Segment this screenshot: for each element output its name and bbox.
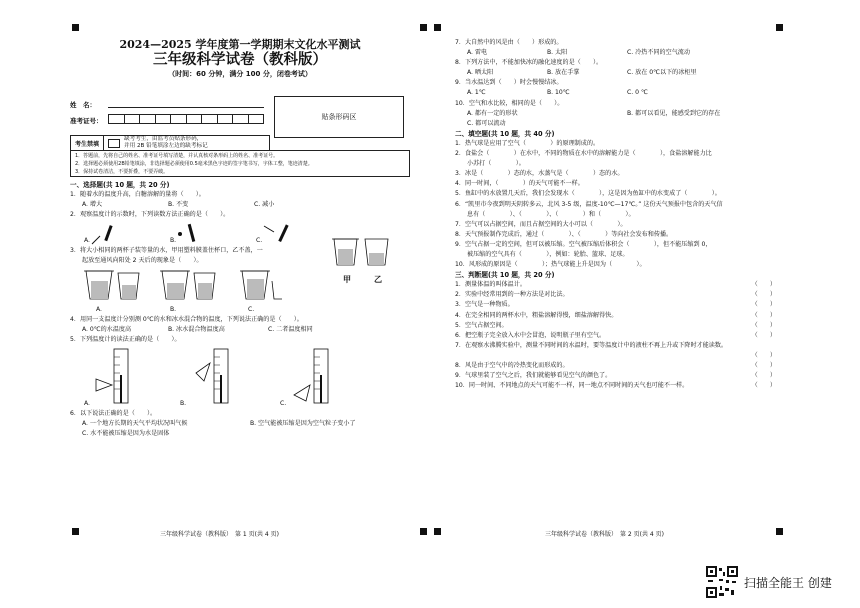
section-1-heading: 一、选择题(共 10 题，共 20 分)	[70, 181, 170, 189]
option-a: A. 一个地方长期的天气平均状况叫气候	[82, 419, 188, 427]
answer-paren[interactable]: （ ）	[751, 382, 776, 390]
scanner-watermark	[706, 566, 832, 598]
absent-instructions	[124, 136, 208, 150]
question-5-figures	[70, 345, 410, 409]
corner-mark	[434, 528, 441, 535]
fill-4: 4．同一时间，（ ）的天气可能不一样。	[455, 180, 584, 188]
option-b: B.	[170, 305, 177, 313]
exam-time-info: （时间：60 分钟，满分 100 分，闭卷考试）	[168, 70, 312, 78]
fill-2: 2．食盐会（ ）在水中，不同的物质在水中的溶解能力是（ ），食盐溶解能力比	[455, 150, 712, 158]
judge-4-text: 4．在完全相同的两杯水中，粗盐溶解得慢，细盐溶解得快。	[455, 311, 618, 319]
exam-title: 2024—2025 学年度第一学期期末文化水平测试	[119, 38, 361, 51]
option-b: B. 10℃	[547, 89, 570, 97]
fill-6-continued: 息有（ ）、（ ）、（ ）和（ ）。	[467, 210, 635, 218]
fill-9-continued: 被压缩的空气具有（ ），例如：轮胎、篮球、足球。	[467, 250, 629, 258]
option-a: A. 0℃的水温度高	[82, 325, 132, 333]
notice-2: 2．选择题必须使用2B铅笔填涂，非选择题必须使用0.5毫米黑色字迹的签字笔书写，字体工整，笔迹清楚。	[75, 161, 313, 167]
page-2-footer: 三年级科学试卷（教科版） 第 2 页(共 4 页)	[545, 531, 664, 538]
question-10: 10．空气和水比较，相同的是（ ）。	[455, 99, 564, 107]
corner-mark	[420, 528, 427, 535]
thermometer-scale-icons	[84, 345, 364, 405]
option-b: B.	[170, 237, 177, 245]
question-6: 6．以下说法正确的是（ ）。	[70, 409, 157, 417]
fill-5: 5．鱼缸中的水放置几天后，我们会发现水（ ），这是因为鱼缸中的水变成了（ ）。	[455, 190, 721, 198]
answer-paren[interactable]: （ ）	[751, 331, 776, 339]
answer-paren[interactable]: （ ）	[751, 291, 776, 299]
corner-mark	[72, 24, 79, 31]
option-a: A.	[84, 399, 90, 407]
option-b: B.	[180, 399, 187, 407]
fill-10: 10．风形成的原因是（ ）；热气球能上升是因为（ ）。	[455, 261, 646, 269]
question-5: 5．下列温度计的读法正确的是（ ）。	[70, 335, 181, 343]
option-c: C. 都可以流动	[467, 119, 506, 127]
fill-3: 3．冰是（ ）态的水，水蒸气是（ ）态的水。	[455, 170, 624, 178]
absent-text-1: 缺考考生，由监考员贴条形码，	[124, 136, 203, 142]
option-c: C.	[280, 399, 287, 407]
judge-10	[455, 381, 790, 391]
notice-box	[70, 150, 410, 177]
option-a: A.	[84, 237, 90, 245]
corner-mark	[776, 24, 783, 31]
option-c: C. 二者温度相同	[268, 325, 313, 333]
answer-paren[interactable]: （ ）	[751, 372, 776, 379]
option-b: B. 太阳	[547, 49, 568, 57]
option-c: C.	[256, 237, 263, 245]
judge-4	[455, 311, 790, 321]
option-c: C. 放在 0℃以下的冰柜里	[627, 69, 697, 77]
option-a: A. 晒太阳	[467, 69, 494, 77]
fill-1: 1．热气球是应用了空气（ ）的原理制成的。	[455, 139, 600, 147]
question-4-options	[70, 325, 410, 335]
option-a: A.	[96, 305, 102, 313]
option-a: A. 增大	[82, 201, 103, 209]
answer-paren[interactable]: （ ）	[751, 351, 776, 359]
judge-8	[455, 361, 790, 371]
corner-mark	[72, 528, 79, 535]
answer-paren[interactable]: （ ）	[751, 361, 776, 369]
question-3-continued: 起放至通风向阳处 2 天后的现象是（ ）。	[82, 257, 203, 265]
fill-8: 8．天气预报制作完成后，通过（ ）、（ ）等向社会发布和传播。	[455, 230, 673, 238]
judge-2-text: 2．实验中经常用到的一种方法是对比法。	[455, 291, 569, 299]
question-4: 4．用同一支温度计分别测 0℃的水和冰水混合物的温度，下列说法正确的是（ ）。	[70, 315, 303, 323]
section-2-heading: 二、填空题(共 10 题，共 40 分)	[455, 129, 555, 138]
question-8: 8．下列方法中，不能加快冰的融化速度的是（ ）。	[455, 59, 603, 67]
thermometer-reading-a-icon	[90, 222, 130, 246]
qr-code-icon	[706, 566, 738, 598]
question-3-figures	[70, 267, 410, 315]
option-b-figure	[170, 236, 256, 246]
answer-paren[interactable]: （ ）	[751, 311, 776, 319]
corner-mark	[434, 24, 441, 31]
fill-7: 7．空气可以占据空间，而且占据空间的大小可以（ ）。	[455, 220, 627, 228]
notice-3: 3．保持试卷清洁，不要折叠，不要弄破。	[75, 169, 169, 175]
fill-6: 6．“凯里市今夜到明天阴转多云，北风 3-5 级，温度-10℃—17℃。” 这份天气预报中包含的天气信	[455, 200, 723, 208]
absent-box	[70, 135, 270, 151]
question-9-options	[455, 88, 790, 98]
judge-6-text: 6．把空瓶子完全放入水中会冒泡，说明瓶子里有空气。	[455, 331, 606, 339]
judge-5	[455, 321, 790, 331]
beakers-options-icon	[82, 267, 282, 307]
judge-3	[455, 300, 790, 310]
label-yi: 乙	[374, 274, 382, 284]
notice-1: 1．答题前，先将自己的姓名、准考证号填写清楚，并认真核对条形码上的姓名、准考证号。	[75, 153, 279, 159]
beakers-jia-yi-icon	[332, 235, 392, 273]
option-b: B. 放在手掌	[547, 69, 580, 77]
absent-text-2: 并用 2B 铅笔填涂左边的缺考标记	[124, 143, 208, 149]
judge-6	[455, 331, 790, 341]
student-info-block	[70, 92, 410, 150]
judge-2	[455, 290, 790, 300]
barcode-sticker-area	[274, 96, 404, 138]
page-1-footer: 三年级科学试卷（教科版） 第 1 页(共 4 页)	[160, 531, 279, 538]
judge-5-text: 5．空气占据空间。	[455, 321, 508, 329]
option-c: C. 水不能被压缩是因为水是固体	[82, 430, 170, 438]
question-3: 3．将大小相同的两杯子装等量的水，甲用塑料膜盖住杯口，乙不盖，一	[70, 247, 263, 255]
option-c: C. 减小	[254, 201, 275, 209]
option-c: C. 0 ℃	[627, 89, 648, 97]
fill-9: 9．空气占据一定的空间，但可以被压缩。空气被压缩后体积会（ ），但不能压缩到 0，	[455, 240, 712, 248]
judge-10-text: 10．同一时间、不同地点的天气可能不一样，同一地点不同时间的天气也可能不一样。	[455, 382, 689, 390]
option-b: B. 都可以看见，能感受到它的存在	[627, 109, 721, 117]
option-c: C.	[248, 305, 255, 313]
judge-7-paren-row	[455, 351, 790, 361]
judge-9	[455, 371, 790, 381]
admission-number-boxes[interactable]	[108, 114, 264, 124]
fill-2-continued: 小苏打（ ）。	[467, 160, 525, 168]
judge-7: 7．在观察水沸腾实验中，测量不同时间的水温时，要等温度计中的液柱不再上升或下降时才能读数。	[455, 341, 728, 349]
watermark-text: 扫描全能王 创建	[744, 575, 832, 590]
option-a: A. 雷电	[467, 49, 488, 57]
corner-mark	[420, 24, 427, 31]
exam-page-1	[70, 38, 410, 80]
question-1-options	[70, 200, 410, 210]
option-a-figure	[84, 236, 170, 246]
question-10-options	[455, 109, 790, 119]
sticker-label: 贴条形码区	[321, 113, 357, 121]
thermometer-reading-c-icon	[262, 222, 302, 246]
judge-1-text: 1．测量体温的叫体温计。	[455, 281, 526, 289]
label-jia: 甲	[343, 274, 351, 284]
question-7-options	[455, 48, 790, 58]
question-1: 1．随着水的温度升高，白糖溶解的量将（ ）。	[70, 191, 205, 199]
option-a: A. 都有一定的形状	[467, 109, 518, 117]
answer-paren[interactable]: （ ）	[751, 281, 776, 289]
absent-checkbox[interactable]	[108, 139, 120, 148]
answer-paren[interactable]: （ ）	[751, 301, 776, 309]
section-3-heading: 三、判断题(共 10 题，共 20 分)	[455, 271, 555, 280]
absent-label: 考生禁填	[71, 136, 104, 150]
question-6-options	[70, 419, 410, 429]
option-c: C. 冷热不同的空气流动	[627, 49, 690, 57]
question-8-options	[455, 68, 790, 78]
corner-mark	[776, 528, 783, 535]
question-7: 7．大自然中的风是由（ ）形成的。	[455, 39, 563, 46]
thermometer-reading-b-icon	[176, 222, 216, 246]
judge-8-text: 8．风是由于空气中的冷热变化而形成的。	[455, 361, 569, 369]
judge-3-text: 3．空气是一种物质。	[455, 301, 514, 309]
question-9: 9．当水温达到（ ）时会慢慢结冰。	[455, 79, 563, 87]
option-b: B. 空气能被压缩是因为空气粒子变小了	[250, 419, 356, 427]
name-line[interactable]	[108, 107, 264, 108]
left-questions	[70, 180, 410, 439]
judge-9-text: 9．气球里装了空气之后，我们就能够看见空气的颜色了。	[455, 372, 612, 379]
option-a: A. 1℃	[467, 89, 486, 97]
option-b: B. 不变	[168, 201, 189, 209]
question-2: 2．观察温度计的示数时，下列读数方法正确的是（ ）。	[70, 211, 230, 219]
exam-subtitle: 三年级科学试卷（教科版）	[153, 51, 327, 68]
admission-label: 准考证号：	[70, 117, 103, 125]
exam-page-2	[455, 38, 790, 391]
answer-paren[interactable]: （ ）	[751, 321, 776, 329]
judge-1	[455, 280, 790, 290]
name-label: 姓 名：	[70, 101, 96, 109]
option-c-figure	[256, 236, 342, 246]
option-b: B. 冰水混合物温度高	[168, 325, 225, 333]
